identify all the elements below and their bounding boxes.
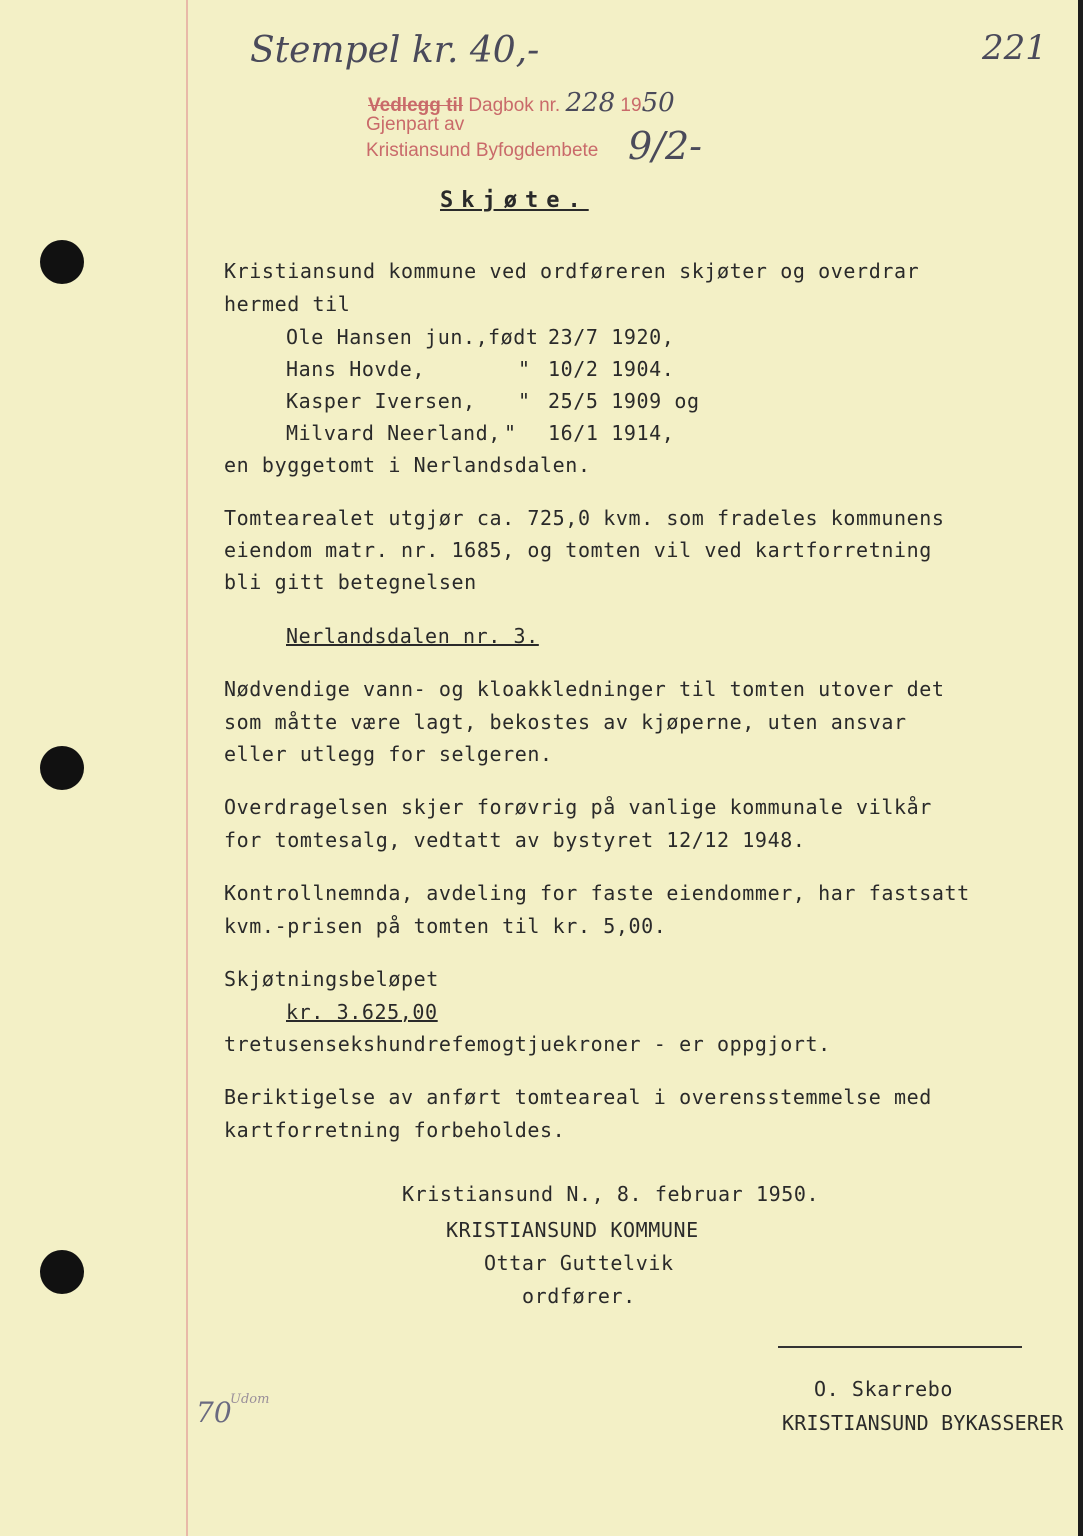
buyer-row <box>286 420 674 446</box>
buyer-row <box>286 324 674 350</box>
buyer-prefix: " <box>518 389 531 413</box>
punch-hole <box>40 1250 84 1294</box>
area-line-3: bli gitt betegnelsen <box>224 570 477 594</box>
buyer-name: Kasper Iversen, <box>286 389 476 413</box>
punch-hole <box>40 240 84 284</box>
price-line-2: kvm.-prisen på tomten til kr. 5,00. <box>224 914 667 938</box>
struck-text: Vedlegg til <box>368 95 464 116</box>
pipes-line-1: Nødvendige vann- og kloakkledninger til tomten utover det <box>224 677 945 701</box>
pipes-line-3: eller utlegg for selgeren. <box>224 742 553 766</box>
signatory-org: KRISTIANSUND KOMMUNE <box>446 1218 699 1242</box>
registry-stamp-line2: Gjenpart av <box>366 114 465 135</box>
date-note: 9/2- <box>628 124 702 168</box>
punch-hole <box>40 746 84 790</box>
journal-year: 19 <box>620 95 642 116</box>
handwritten-initials: 70 <box>196 1396 232 1429</box>
buyer-prefix: " <box>504 421 517 445</box>
buyer-date: 25/5 1909 og <box>548 389 700 413</box>
terms-line-2: for tomtesalg, vedtatt av bystyret 12/12 1948. <box>224 828 806 852</box>
amount-in-words: tretusensekshundrefemogtjuekroner - er oppgjort. <box>224 1032 831 1056</box>
buyer-date: 10/2 1904. <box>548 357 675 381</box>
pipes-line-2: som måtte være lagt, bekostes av kjøperne, uten ansvar <box>224 710 907 734</box>
reservation-line-2: kartforretning forbeholdes. <box>224 1118 566 1142</box>
buyer-prefix: " <box>518 357 531 381</box>
document-title: Skjøte. <box>440 188 589 213</box>
signatory-name: Ottar Guttelvik <box>484 1251 674 1275</box>
reservation-line-1: Beriktigelse av anført tomteareal i overensstemmelse med <box>224 1085 932 1109</box>
journal-label: Dagbok nr. <box>468 95 561 116</box>
journal-number: 228 <box>565 88 616 118</box>
page-number: 221 <box>982 28 1047 68</box>
area-line-1: Tomtearealet utgjør ca. 725,0 kvm. som fradeles kommunens <box>224 506 945 530</box>
amount-label: Skjøtningsbeløpet <box>224 967 439 991</box>
stamp-duty-note: Stempel kr. 40,- <box>250 30 540 71</box>
signatory-title: ordfører. <box>522 1284 636 1308</box>
handwritten-initials-small: Udom <box>230 1392 270 1407</box>
registry-stamp-line3: Kristiansund Byfogdembete <box>366 140 599 161</box>
intro-line-1: Kristiansund kommune ved ordføreren skjøter og overdrar <box>224 259 920 283</box>
buyer-row <box>286 388 700 414</box>
cosignatory-title: KRISTIANSUND BYKASSERER <box>782 1411 1064 1435</box>
cosignatory-name: O. Skarrebo <box>814 1377 954 1401</box>
buyer-prefix: født <box>488 325 539 349</box>
area-line-2: eiendom matr. nr. 1685, og tomten vil ved kartforretning <box>224 538 932 562</box>
property-line: en byggetomt i Nerlandsdalen. <box>224 453 591 477</box>
buyer-date: 16/1 1914, <box>548 421 675 445</box>
buyer-name: Milvard Neerland, <box>286 421 501 445</box>
signature-line <box>778 1346 1022 1348</box>
journal-year-suffix: 50 <box>641 88 675 118</box>
amount-value: kr. 3.625,00 <box>286 1000 438 1024</box>
buyer-name: Ole Hansen jun., <box>286 325 489 349</box>
buyer-row <box>286 356 674 382</box>
price-line-1: Kontrollnemnda, avdeling for faste eiendommer, har fastsatt <box>224 881 970 905</box>
buyer-date: 23/7 1920, <box>548 325 675 349</box>
place-and-date: Kristiansund N., 8. februar 1950. <box>402 1182 820 1206</box>
plot-designation: Nerlandsdalen nr. 3. <box>286 624 539 648</box>
margin-line <box>186 0 188 1536</box>
terms-line-1: Overdragelsen skjer forøvrig på vanlige kommunale vilkår <box>224 795 932 819</box>
intro-line-2: hermed til <box>224 292 351 316</box>
buyer-name: Hans Hovde, <box>286 357 426 381</box>
